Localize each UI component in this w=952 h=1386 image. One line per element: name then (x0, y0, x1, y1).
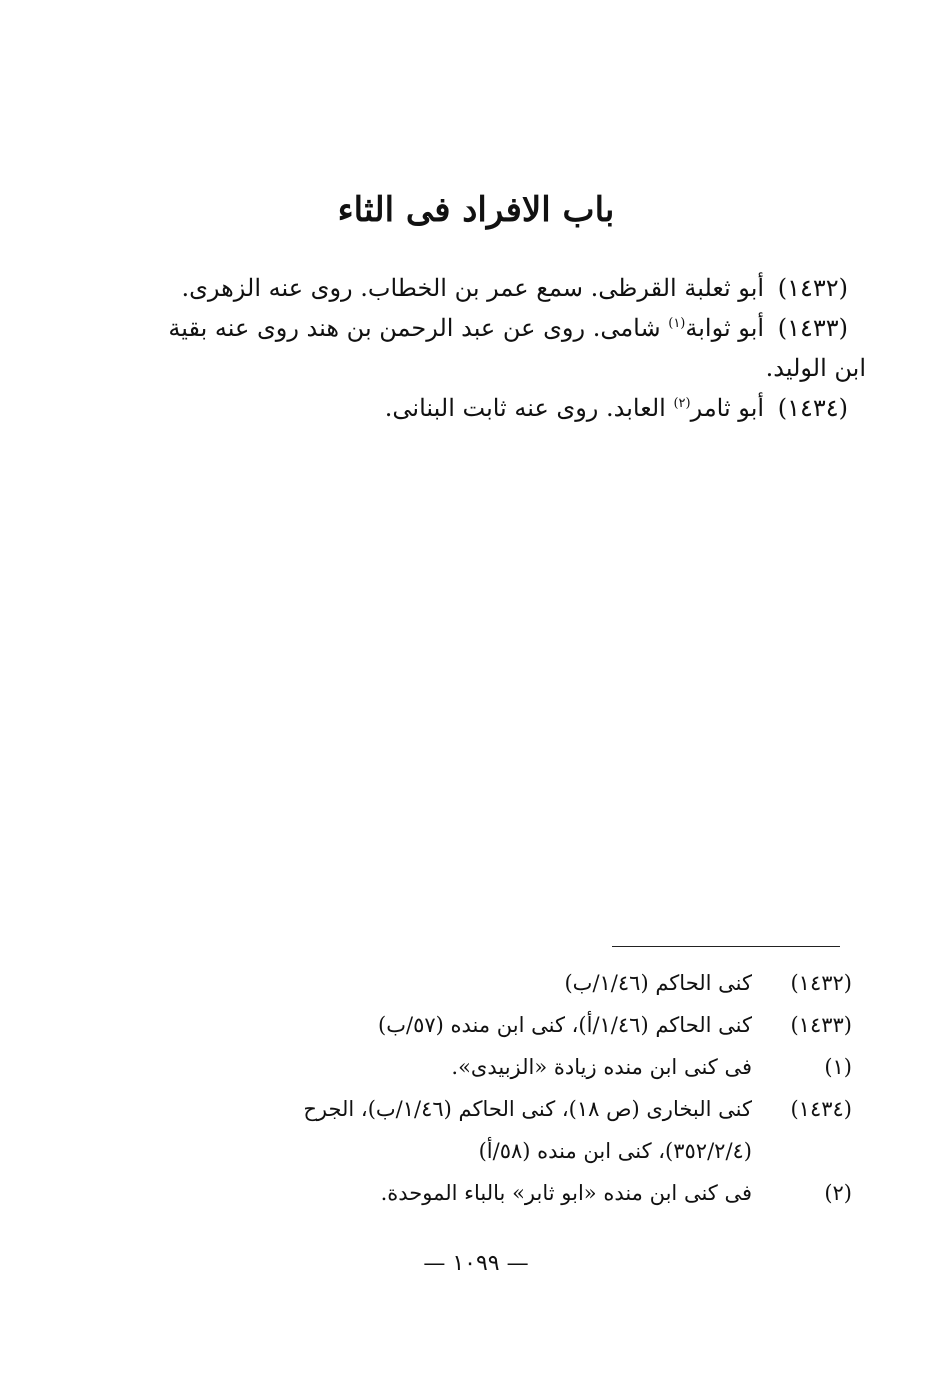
footnote-label: (١) (824, 1055, 852, 1079)
entry-text-after: شامى. روى عن عبد الرحمن بن هند روى عنه بقية (168, 314, 669, 342)
footnote-divider (612, 946, 840, 947)
page-number: — ١٠٩٩ — (423, 1251, 529, 1276)
footnote-1 (100, 1046, 852, 1088)
footnote-text: فى كنى ابن منده زيادة «الزبيدى». (451, 1055, 752, 1079)
footnote-1434 (100, 1088, 852, 1172)
entry-number: (١٤٣٣) (777, 314, 848, 342)
footnote-text-continuation: (٣٥٢/٢/٤)، كنى ابن منده (٥٨/أ) (478, 1139, 752, 1163)
chapter-title: باب الافراد فى الثاء (337, 190, 615, 230)
entry-continuation: ابن الوليد. (765, 354, 866, 382)
footnote-1432 (100, 962, 852, 1004)
entry-text: أبو ثعلبة القرظى. سمع عمر بن الخطاب. روى عنه الزهرى. (181, 274, 765, 302)
footnote-2 (100, 1172, 852, 1214)
footnote-text: فى كنى ابن منده «ابو ثابر» بالباء الموحدة. (380, 1181, 752, 1205)
footnote-text-block (100, 1088, 752, 1172)
footnote-label: (١٤٣٤) (790, 1097, 852, 1121)
entry-text-before: أبو ثوابة (685, 314, 765, 342)
footnote-label: (٢) (824, 1181, 852, 1205)
footnote-text: كنى الحاكم (١/٤٦/أ)، كنى ابن منده (٥٧/ب) (378, 1013, 752, 1037)
entry-1434 (108, 388, 848, 428)
footnote-ref[interactable]: (٢) (673, 396, 691, 411)
entries-list (108, 268, 866, 428)
footnote-label: (١٤٣٣) (790, 1013, 852, 1037)
footnote-ref[interactable]: (١) (668, 316, 686, 331)
footnote-1433 (100, 1004, 852, 1046)
entry-number: (١٤٣٢) (777, 274, 848, 302)
entry-text-after: العابد. روى عنه ثابت البنانى. (384, 394, 674, 422)
entry-text-before: أبو ثامر (690, 394, 765, 422)
footnote-label: (١٤٣٢) (790, 971, 852, 995)
entry-1433 (108, 308, 866, 388)
entry-number: (١٤٣٤) (777, 394, 848, 422)
footnotes-list (100, 962, 852, 1214)
entry-1432 (108, 268, 848, 308)
footnote-text: كنى الحاكم (١/٤٦/ب) (564, 971, 752, 995)
footnote-text: كنى البخارى (ص ١٨)، كنى الحاكم (١/٤٦/ب)، الجرح (303, 1097, 752, 1121)
